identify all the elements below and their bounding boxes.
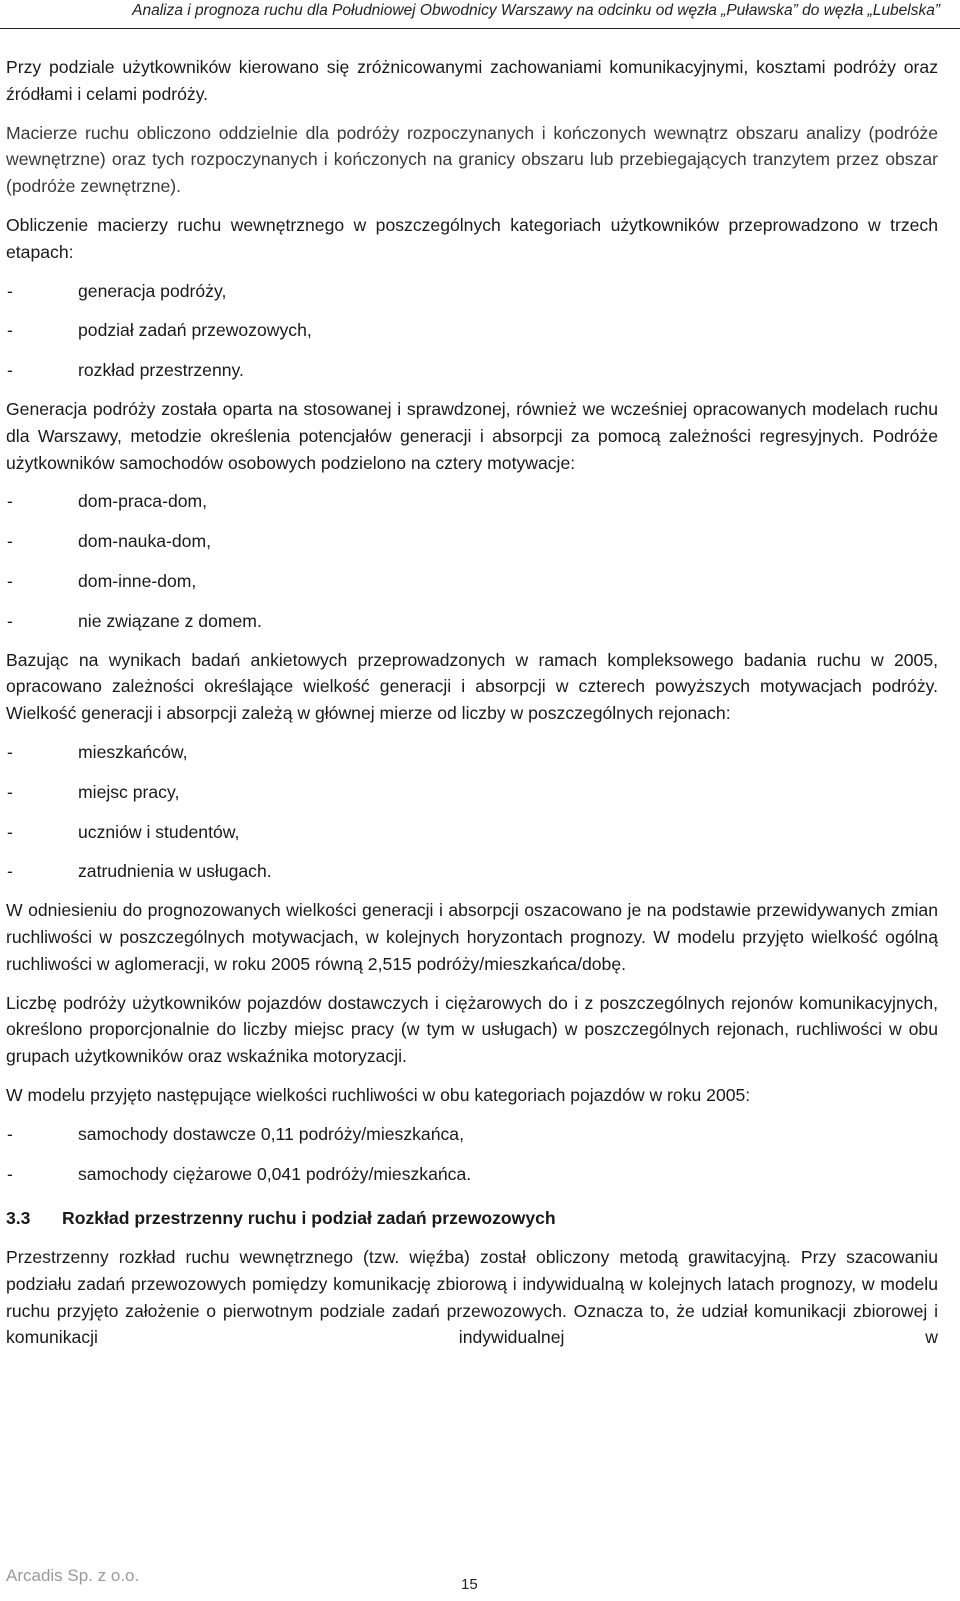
paragraph-mobility-values: W modelu przyjęto następujące wielkości ruchliwości w obu kategoriach pojazdów w roku 2005: — [6, 1084, 751, 1105]
section-heading — [6, 1205, 938, 1232]
paragraph-user-split: Przy podziale użytkowników kierowano się zróżnicowanymi zachowaniami komunikacyjnymi, kosztami podróży oraz źródłami i celami podróży. — [6, 57, 938, 104]
paragraph-matrix-stages: Obliczenie macierzy ruchu wewnętrznego w poszczególnych kategoriach użytkowników przeprowadzono w trzech etapach: — [6, 214, 938, 262]
list-item: - dom-praca-dom, — [7, 491, 208, 512]
list-item: - mieszkańców, — [7, 741, 188, 762]
paragraph-trip-generation: Generacja podróży została oparta na stosowanej i sprawdzonej, również we wcześniej opracowanych modelach ruchu dla Warszawy, metodzie określenia potencjałów generacji i absorpcji za pomocą zależności regresyjnych. Podróże użytkowników samochodów osobowych podzielono na cztery motywacje: — [6, 398, 938, 473]
page-number: 15 — [461, 1576, 478, 1593]
list-item: - dom-inne-dom, — [7, 570, 197, 591]
list-item: - samochody ciężarowe 0,041 podróży/mieszkańca. — [7, 1163, 472, 1184]
list-item: - dom-nauka-dom, — [7, 531, 211, 552]
list-item: - podział zadań przewozowych, — [7, 320, 312, 341]
paragraph-goods-vehicles: Liczbę podróży użytkowników pojazdów dostawczych i ciężarowych do i z poszczególnych rejonów komunikacyjnych, określono proporcjonalnie do liczby miejsc pracy (w tym w usługach) w poszczególnych rejonach, ruchliwości w obu grupach użytkowników oraz wskaźnika motoryzacji. — [6, 992, 938, 1067]
page-header — [0, 0, 960, 29]
document-body — [6, 54, 938, 1363]
paragraph-survey-results: Bazując na wynikach badań ankietowych przeprowadzonych w ramach kompleksowego badania ruchu w 2005, opracowano zależności określające wielkość generacji i absorpcji w czterech powyższych motywacjach podróży. Wielkość generacji i absorpcji zależą w głównej mierze od liczby w poszczególnych rejonach: — [6, 649, 938, 724]
list-item: - miejsc pracy, — [7, 781, 180, 802]
list-item: - samochody dostawcze 0,11 podróży/mieszkańca, — [7, 1123, 464, 1144]
list-motivations — [6, 488, 938, 634]
section-title: Rozkład przestrzenny ruchu i podział zadań przewozowych — [62, 1208, 556, 1229]
list-item: - nie związane z domem. — [7, 610, 262, 631]
paragraph-spatial-distribution: Przestrzenny rozkład ruchu wewnętrznego (tzw. więźba) został obliczony metodą grawitacyjną. Przy szacowaniu podziału zadań przewozowych pomiędzy komunikację zbiorową i indywidualną w kolejnych latach prognozy, w modelu ruchu przyjęto założenie o pierwotnym podziale zadań przewozowych. Oznacza to, że udział komunikacji zbiorowej i komunikacji indywidualnej w — [6, 1247, 938, 1348]
list-zone-factors — [6, 739, 938, 885]
list-item: - generacja podróży, — [7, 280, 227, 301]
list-stages — [6, 278, 938, 384]
paragraph-traffic-matrices: Macierze ruchu obliczono oddzielnie dla podróży rozpoczynanych i kończonych wewnątrz obszaru analizy (podróże wewnętrzne) oraz tych rozpoczynanych i kończonych na granicy obszaru lub przebiegających tranzytem przez obszar (podróże zewnętrzne). — [6, 122, 938, 197]
list-item: - uczniów i studentów, — [7, 821, 240, 842]
paragraph-forecast-mobility: W odniesieniu do prognozowanych wielkości generacji i absorpcji oszacowano je na podstawie przewidywanych zmian ruchliwości w poszczególnych motywacjach, w kolejnych horyzontach prognozy. W modelu przyjęto wielkość ogólną ruchliwości w aglomeracji, w roku 2005 równą 2,515 podróży/mieszkańca/dobę. — [6, 900, 938, 974]
list-item: - zatrudnienia w usługach. — [7, 861, 272, 882]
list-vehicle-mobility — [6, 1121, 938, 1188]
section-number: 3.3 — [6, 1208, 31, 1229]
header-title: Analiza i prognoza ruchu dla Południowej Obwodnicy Warszawy na odcinku od węzła „Puławska” do węzła „Lubelska” — [132, 2, 940, 19]
footer-company: Arcadis Sp. z o.o. — [6, 1566, 140, 1585]
list-item: - rozkład przestrzenny. — [7, 360, 244, 381]
